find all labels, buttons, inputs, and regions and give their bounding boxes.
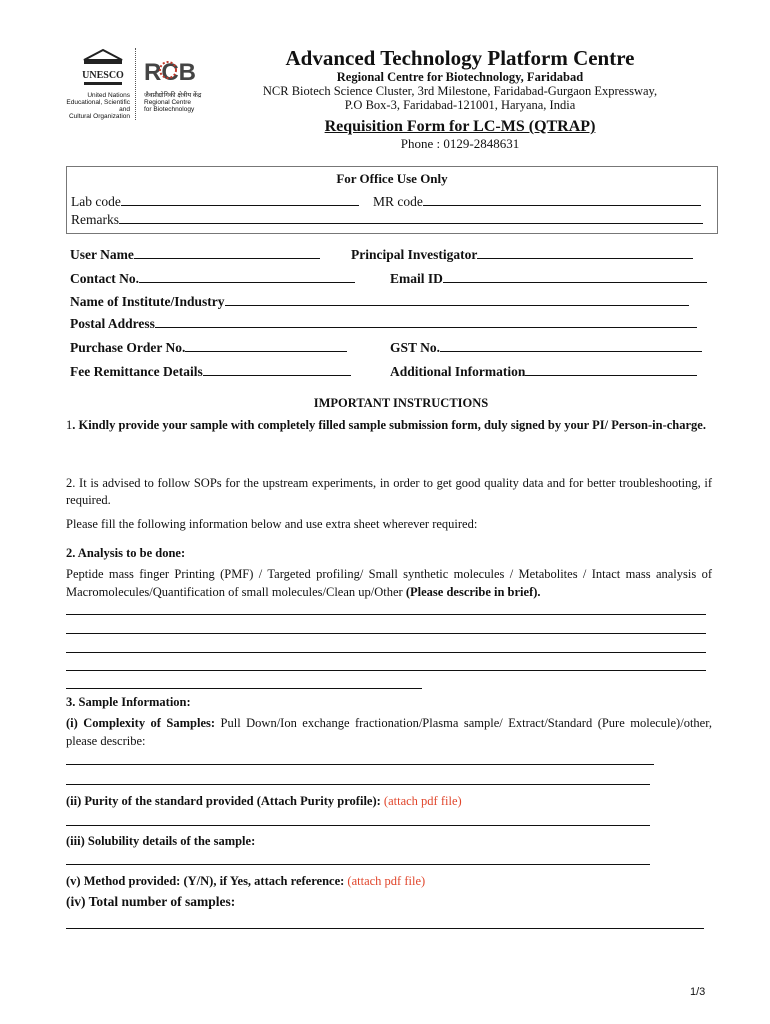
additional-info-field[interactable] [525, 363, 697, 376]
purity-attach-link[interactable]: (attach pdf file) [383, 794, 462, 808]
solubility-line[interactable] [66, 864, 650, 865]
total-samples-label: (iv) Total number of samples: [66, 894, 236, 909]
rcb-logo-icon [142, 56, 198, 84]
institute-label: Name of Institute/Industry [70, 294, 225, 309]
purity-row: (ii) Purity of the standard provided (Attach Purity profile): (attach pdf file) [66, 794, 462, 808]
office-use-box [66, 166, 718, 234]
contact-label: Contact No. [70, 271, 139, 286]
rcb-caption: जैवप्रौद्योगिकी क्षेत्रीय केंद्र Regional Centre for Biotechnology [144, 92, 202, 113]
postal-address-label: Postal Address [70, 316, 155, 331]
email-label: Email ID [390, 271, 443, 286]
page-title: Advanced Technology Platform Centre [285, 46, 635, 70]
purchase-order-field[interactable] [185, 339, 347, 352]
pi-label: Principal Investigator [351, 247, 478, 262]
unesco-caption: United Nations Educational, Scientific and Cultural Organization [66, 92, 130, 120]
analysis-line-4[interactable] [66, 670, 706, 671]
instruction-1: 1. Kindly provide your sample with completely filled sample submission form, duly signed by your PI/ Person-in-charge. [66, 418, 706, 432]
email-field[interactable] [443, 270, 707, 283]
total-samples-line[interactable] [66, 928, 704, 929]
lab-code-field[interactable] [121, 193, 359, 206]
instructions-heading: IMPORTANT INSTRUCTIONS [313, 396, 489, 410]
svg-text:RCB: RCB [144, 59, 196, 84]
institution-name: Regional Centre for Biotechnology, Faridabad [336, 70, 584, 84]
analysis-line-3[interactable] [66, 652, 706, 653]
unesco-mark: UNESCO [82, 70, 124, 81]
user-name-field[interactable] [134, 246, 320, 259]
purchase-order-label: Purchase Order No. [70, 340, 186, 355]
analysis-line-5[interactable] [66, 688, 422, 689]
method-attach-link[interactable]: (attach pdf file) [347, 874, 426, 888]
lab-code-row [71, 193, 359, 210]
lab-code-label: Lab code [71, 194, 121, 209]
solubility-label: (iii) Solubility details of the sample: [66, 834, 256, 848]
analysis-line-2[interactable] [66, 633, 706, 634]
institute-row [70, 293, 689, 310]
fill-note: Please fill the following information below and use extra sheet wherever required: [66, 517, 478, 531]
complexity-line-2[interactable] [66, 784, 650, 785]
remarks-label: Remarks [71, 212, 119, 227]
purchase-order-row [70, 339, 347, 356]
fee-remittance-field[interactable] [203, 363, 351, 376]
postal-address-row [70, 315, 697, 332]
remarks-row [71, 211, 703, 228]
address-line-2: P.O Box-3, Faridabad-121001, Haryana, India [344, 98, 576, 112]
institute-field[interactable] [225, 293, 689, 306]
phone-number: Phone : 0129-2848631 [400, 136, 520, 151]
instruction-2: 2. It is advised to follow SOPs for the upstream experiments, in order to get good quality data and for better troubleshooting, if required. [66, 476, 712, 507]
office-use-title: For Office Use Only [336, 171, 448, 186]
fee-remittance-row [70, 363, 351, 380]
gst-field[interactable] [440, 339, 702, 352]
pi-row [351, 246, 693, 263]
mr-code-row [373, 193, 701, 210]
fee-remittance-label: Fee Remittance Details [70, 364, 203, 379]
address-line-1: NCR Biotech Science Cluster, 3rd Milestone, Faridabad-Gurgaon Expressway, [262, 84, 658, 98]
complexity-line-1[interactable] [66, 764, 654, 765]
postal-address-field[interactable] [155, 315, 697, 328]
user-name-row [70, 246, 320, 263]
purity-line[interactable] [66, 825, 650, 826]
gst-row [390, 339, 702, 356]
remarks-field[interactable] [119, 211, 703, 224]
analysis-heading: 2. Analysis to be done: [66, 546, 186, 560]
form-title: Requisition Form for LC-MS (QTRAP) [324, 118, 596, 135]
mr-code-field[interactable] [423, 193, 701, 206]
logo-block [54, 44, 204, 120]
method-row: (v) Method provided: (Y/N), if Yes, attach reference: (attach pdf file) [66, 874, 426, 888]
gst-label: GST No. [390, 340, 441, 355]
contact-row [70, 270, 355, 287]
additional-info-row [390, 363, 697, 380]
mr-code-label: MR code [373, 194, 423, 209]
analysis-text: Peptide mass finger Printing (PMF) / Targeted profiling/ Small synthetic molecules / Metabolites / Intact mass analysis of Macromolecules/Quantification of small molecules/Clean up/Other (Please describe in brief). [66, 567, 712, 599]
user-name-label: User Name [70, 247, 134, 262]
pi-field[interactable] [477, 246, 693, 259]
email-row [390, 270, 707, 287]
logo-divider [135, 48, 138, 120]
additional-info-label: Additional Information [390, 364, 526, 379]
contact-field[interactable] [139, 270, 355, 283]
complexity-text: (i) Complexity of Samples: Pull Down/Ion exchange fractionation/Plasma sample/ Extract/Standard (Pure molecule)/other, please describe: [66, 716, 712, 748]
unesco-logo-icon [80, 48, 126, 88]
analysis-line-1[interactable] [66, 614, 706, 615]
sample-info-heading: 3. Sample Information: [66, 695, 191, 709]
page-number: 1/3 [690, 986, 706, 998]
